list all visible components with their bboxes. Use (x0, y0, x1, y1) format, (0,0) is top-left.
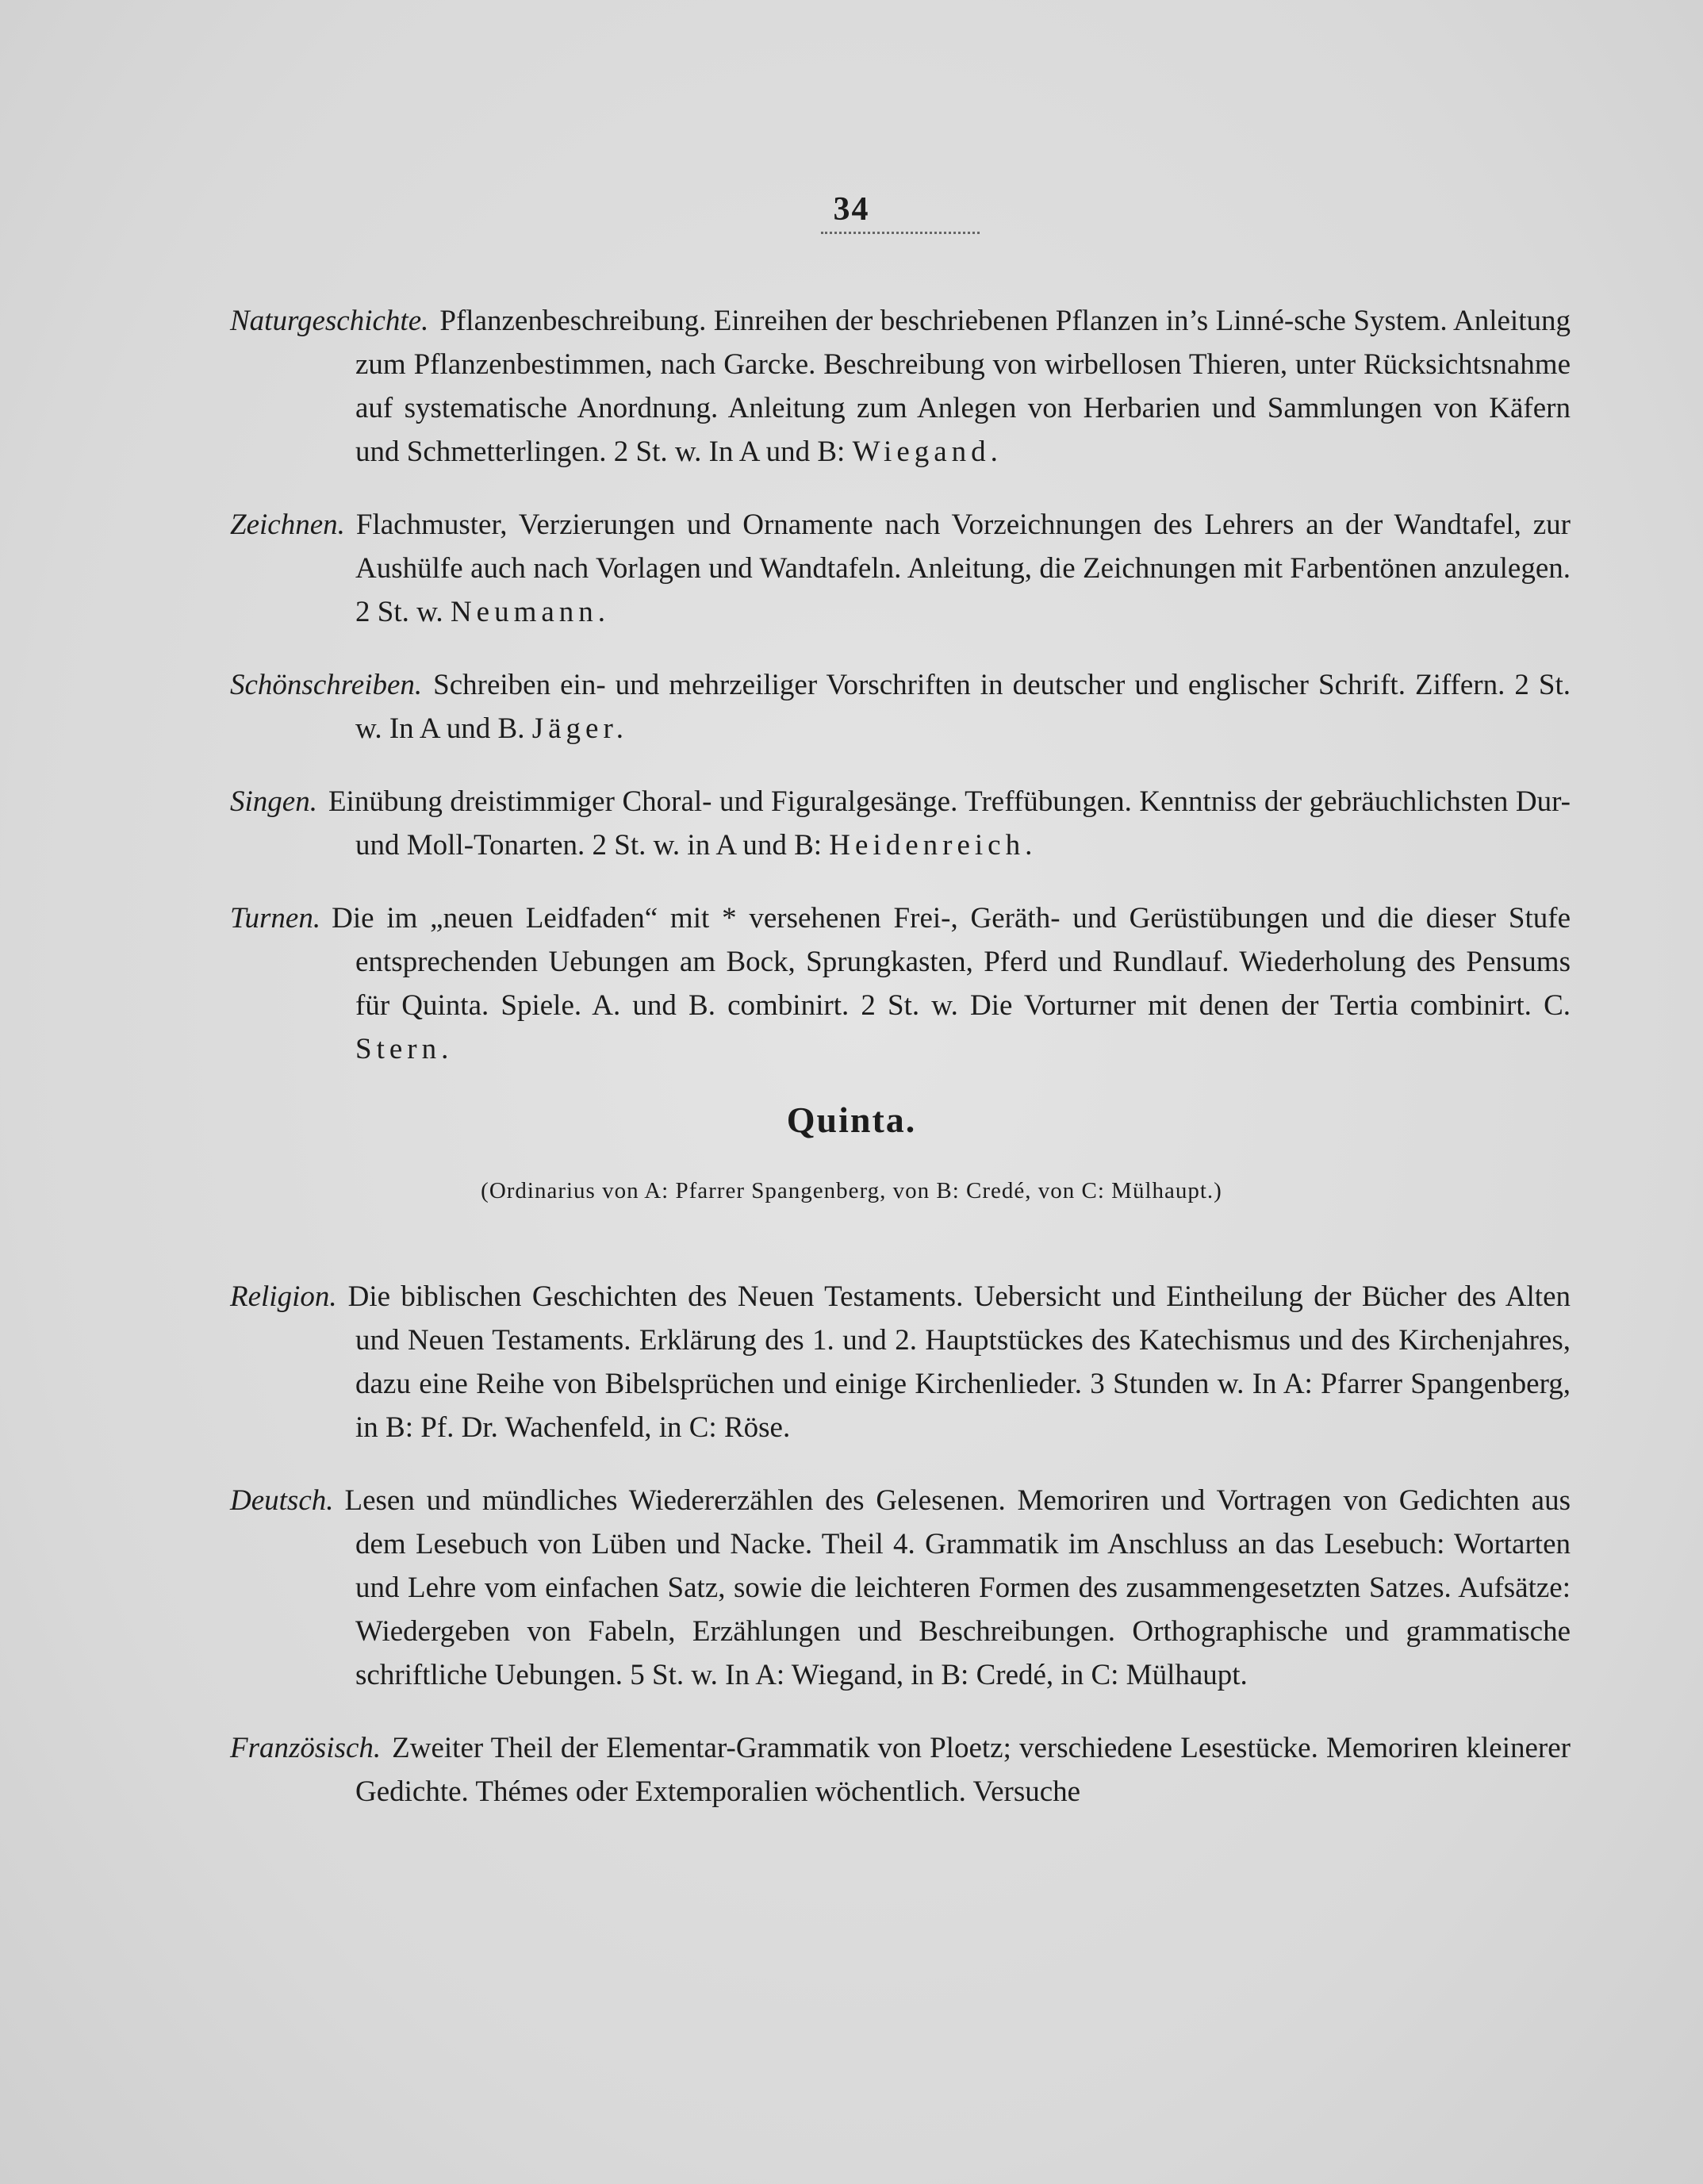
entry-text: Flachmuster, Verzierungen und Ornamente nach Vorzeichnungen des Lehrers an der Wandtafel, zur Aushülfe auch nach Vorlagen und Wandtafeln. Anleitung, die Zeichnungen mit Farbentönen anzulegen. 2 St. w. (355, 509, 1571, 628)
teacher-name: Heidenreich. (829, 829, 1038, 862)
entry-zeichnen (230, 503, 1571, 634)
teacher-name: Jäger. (531, 712, 628, 745)
entry-text: Lesen und mündliches Wiedererzählen des Gelesenen. Memoriren und Vortragen von Gedichten aus dem Lesebuch von Lüben und Nacke. Theil 4. Grammatik im Anschluss an das Lesebuch: Wortarten und Lehre vom einfachen Satz, sowie die leichteren Formen des zusammengesetzten Satzes. Aufsätze: Wiedergeben von Fabeln, Erzählungen und Beschreibungen. Orthographische und grammatische schriftliche Uebungen. 5 St. w. In A: Wiegand, in B: Credé, in C: Mülhaupt. (344, 1484, 1571, 1691)
entry-deutsch (230, 1479, 1571, 1697)
subject-list-upper (230, 270, 1571, 1075)
subject-label: Naturgeschichte. (230, 305, 429, 337)
subject-label: Singen. (230, 785, 317, 818)
page-number: 34 (833, 191, 870, 228)
subject-label: Turnen. (230, 902, 321, 935)
teacher-name: Stern. (355, 1033, 454, 1065)
subject-label: Religion. (230, 1280, 337, 1313)
entry-naturgeschichte (230, 299, 1571, 474)
teacher-name: Wiegand. (852, 436, 1003, 468)
entry-franzoesisch (230, 1726, 1571, 1814)
entry-text: Die biblischen Geschichten des Neuen Testaments. Uebersicht und Eintheilung der Bücher des Alten und Neuen Testaments. Erklärung des 1. und 2. Hauptstückes des Katechismus und des Kirchenjahres, dazu eine Reihe von Bibelsprüchen und einige Kirchenlieder. 3 Stunden w. In A: Pfarrer Spangenberg, in B: Pf. Dr. Wachenfeld, in C: Röse. (347, 1280, 1571, 1444)
entry-religion (230, 1275, 1571, 1449)
subject-label: Zeichnen. (230, 509, 345, 541)
entry-text: Zweiter Theil der Elementar-Grammatik von Ploetz; verschiedene Lesestücke. Memoriren kleinerer Gedichte. Thémes oder Extemporalien wöchentlich. Versuche (355, 1732, 1571, 1808)
entry-singen (230, 780, 1571, 867)
teacher-name: Neumann. (450, 596, 611, 628)
subject-list-lower (230, 1246, 1571, 1817)
entry-schoenschreiben (230, 663, 1571, 750)
entry-text: Schreiben ein- und mehrzeiliger Vorschriften in deutscher und englischer Schrift. Ziffern. 2 St. w. In A und B. (355, 669, 1571, 745)
subject-label: Schönschreiben. (230, 669, 423, 701)
entry-turnen (230, 896, 1571, 1071)
subject-label: Deutsch. (230, 1484, 334, 1517)
subject-label: Französisch. (230, 1732, 382, 1764)
page-number-underline (821, 232, 980, 234)
entry-text: Pflanzenbeschreibung. Einreihen der beschriebenen Pflanzen in’s Linné-sche System. Anleitung zum Pflanzenbestimmen, nach Garcke. Beschreibung von wirbellosen Thieren, unter Rücksichtsnahme auf systematische Anordnung. Anleitung zum Anlegen von Herbarien und Sammlungen von Käfern und Schmetterlingen. 2 St. w. In A und B: (355, 305, 1571, 468)
entry-text: Einübung dreistimmiger Choral- und Figuralgesänge. Treffübungen. Kenntniss der gebräuchlichsten Dur- und Moll-Tonarten. 2 St. w. in A und B: (328, 785, 1571, 862)
ordinarius-line: (Ordinarius von A: Pfarrer Spangenberg, von B: Credé, von C: Mülhaupt.) (481, 1178, 1222, 1203)
entry-text: Die im „neuen Leidfaden“ mit * versehenen Frei-, Geräth- und Gerüstübungen und die dieser Stufe entsprechenden Uebungen am Bock, Sprungkasten, Pferd und Rundlauf. Wiederholung des Pensums für Quinta. Spiele. A. und B. combinirt. 2 St. w. Die Vorturner mit denen der Tertia combinirt. C. (332, 902, 1571, 1022)
section-title: Quinta. (786, 1100, 917, 1140)
